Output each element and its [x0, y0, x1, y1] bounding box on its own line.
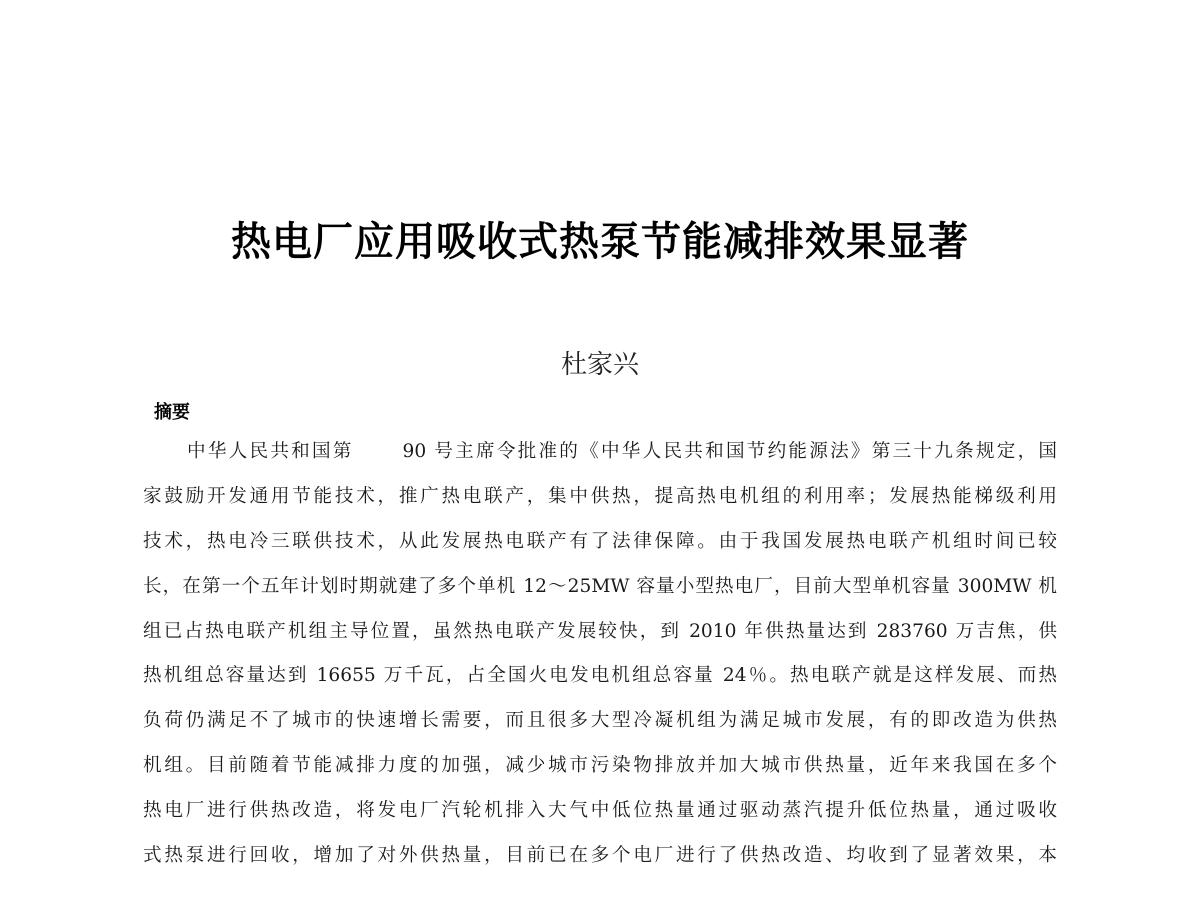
abstract-line: 负荷仍满足不了城市的快速增长需要，而且很多大型冷凝机组为满足城市发展，有的即改造为供热 [143, 710, 1057, 732]
abstract-line: 家鼓励开发通用节能技术，推广热电联产，集中供热，提高热电机组的利用率；发展热能梯级利用 [143, 485, 1057, 507]
abstract-line: 式热泵进行回收，增加了对外供热量，目前已在多个电厂进行了供热改造、均收到了显著效果，本 [143, 845, 1057, 867]
document-title: 热电厂应用吸收式热泵节能减排效果显著 [231, 219, 969, 265]
abstract-line: 长，在第一个五年计划时期就建了多个单机 12～25MW 容量小型热电厂，目前大型单机容量 300MW 机 [143, 575, 1057, 597]
abstract-line: 机组。目前随着节能减排力度的加强，减少城市污染物排放并加大城市供热量，近年来我国在多个 [143, 755, 1057, 777]
author-name: 杜家兴 [560, 350, 639, 380]
abstract-line: 热机组总容量达到 16655 万千瓦，占全国火电发电机组总容量 24％。热电联产就是这样发展、而热 [143, 665, 1057, 687]
abstract-heading: 摘要 [154, 402, 190, 423]
abstract-line: 热电厂进行供热改造，将发电厂汽轮机排入大气中低位热量通过驱动蒸汽提升低位热量，通过吸收 [143, 800, 1057, 822]
abstract-line: 技术，热电冷三联供技术，从此发展热电联产有了法律保障。由于我国发展热电联产机组时间已较 [143, 530, 1057, 552]
abstract-line: 组已占热电联产机组主导位置，虽然热电联产发展较快，到 2010 年供热量达到 283760 万吉焦，供 [143, 620, 1057, 642]
abstract-line: 中华人民共和国第 90 号主席令批准的《中华人民共和国节约能源法》第三十九条规定，国 [187, 441, 1057, 462]
abstract-body [143, 430, 1057, 897]
